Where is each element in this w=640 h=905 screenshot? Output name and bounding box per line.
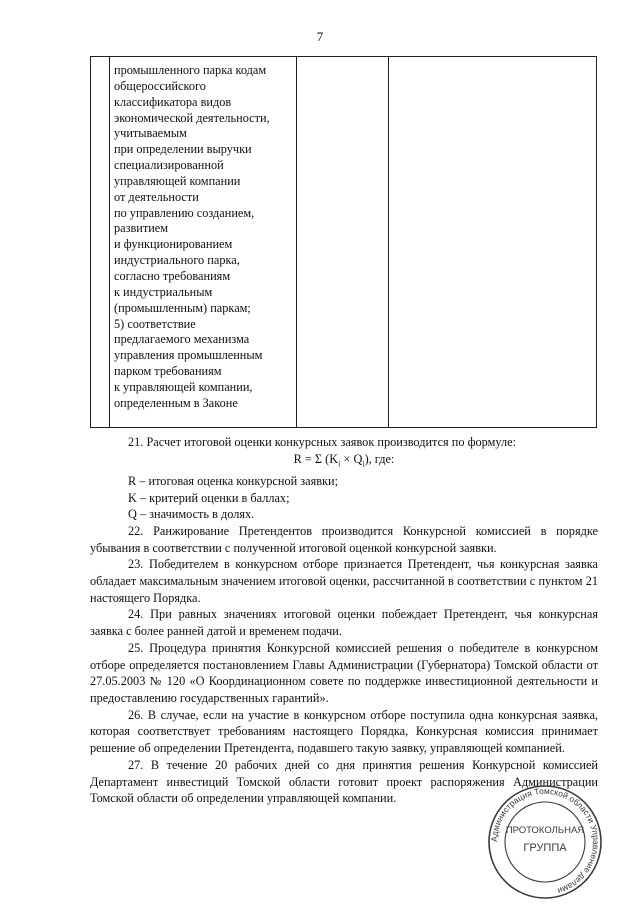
document-body	[90, 434, 598, 807]
table-cell-number	[91, 57, 110, 428]
criterion-text	[110, 57, 296, 412]
paragraph-24: 24. При равных значениях итоговой оценки побеждает Претендент, чья конкурсная заявка с более ранней датой и временем подачи.	[90, 607, 598, 639]
criterion-line: классификатора видов	[114, 94, 232, 109]
criterion-line: парком требованиям	[114, 364, 222, 379]
criterion-line: развитием	[114, 221, 169, 236]
criterion-line: при определении выручки	[114, 142, 252, 157]
criterion-line: индустриального парка,	[114, 253, 240, 268]
table-cell-criterion	[110, 57, 297, 428]
criterion-line: управляющей компании	[114, 173, 241, 188]
paragraph-27: 27. В течение 20 рабочих дней со дня принятия решения Конкурсной комиссией Департамент инвестиций Томской области готовит проект распоряжения Администрации Томской области об определении управляющей компании.	[90, 757, 598, 806]
criterion-line: экономической деятельности,	[114, 110, 270, 125]
stamp-center-line-2: ГРУППА	[523, 842, 567, 854]
criterion-line: (промышленным) паркам;	[114, 300, 251, 315]
criterion-line: предлагаемого механизма	[114, 332, 250, 347]
criterion-line: 5) соответствие	[114, 316, 196, 331]
criterion-line: промышленного парка кодам	[114, 63, 267, 77]
criterion-line: специализированной	[114, 158, 224, 173]
legend-k: K – критерий оценки в баллах;	[128, 490, 290, 505]
criterion-line: определенным в Законе	[114, 395, 238, 410]
criterion-line: к индустриальным	[114, 284, 213, 299]
criteria-table-continuation	[90, 56, 597, 428]
criterion-line: и функционированием	[114, 237, 233, 252]
paragraph-23: 23. Победителем в конкурсном отборе признается Претендент, чья конкурсная заявка обладает максимальным значением итоговой оценки, рассчитанной в соответствии с пунктом 21 настоящего Порядка.	[90, 557, 598, 605]
table-cell-weight	[389, 57, 597, 428]
legend-q: Q – значимость в долях.	[128, 507, 255, 522]
criterion-line: к управляющей компании,	[114, 379, 253, 394]
table-row	[91, 57, 597, 428]
paragraph-22: 22. Ранжирование Претендентов производится Конкурсной комиссией в порядке убывания в соответствии с полученной итоговой оценкой конкурсной заявки.	[90, 523, 598, 555]
stamp-center-line-1: ПРОТОКОЛЬНАЯ	[505, 825, 585, 836]
paragraph-21: 21. Расчет итоговой оценки конкурсных заявок производится по формуле:	[128, 435, 517, 449]
criterion-line: согласно требованиям	[114, 268, 231, 283]
stamp-ring-text: Администрация Томской области Управление делами	[488, 785, 602, 897]
page-number: 7	[316, 29, 324, 44]
criterion-line: управления промышленным	[114, 348, 263, 363]
paragraph-25: 25. Процедура принятия Конкурсной комиссией решения о победителе в конкурсном отборе определяется постановлением Главы Администрации (Губернатора) Томской области от 27.05.2003 № 120 «О Координационном совете по поддержке инвестиционной деятельности и предоставлению государственных гарантий».	[90, 640, 598, 705]
paragraph-26: 26. В случае, если на участие в конкурсном отборе поступила одна конкурсная заявка, которая соответствует требованиям настоящего Порядка, Конкурсная комиссия принимает решение об определении Претендента, подавшего такую заявку, управляющей компанией.	[90, 707, 598, 756]
criterion-line: по управлению созданием,	[114, 205, 255, 220]
criterion-line: общероссийского	[114, 78, 206, 93]
table-cell-points	[297, 57, 389, 428]
criterion-line: от деятельности	[114, 189, 199, 204]
official-stamp	[484, 783, 606, 901]
formula: R = Σ $(K_i \times Q_i)$, где:	[293, 451, 395, 469]
criterion-line: учитываемым	[114, 126, 187, 141]
legend-r: R – итоговая оценка конкурсной заявки;	[128, 473, 339, 488]
